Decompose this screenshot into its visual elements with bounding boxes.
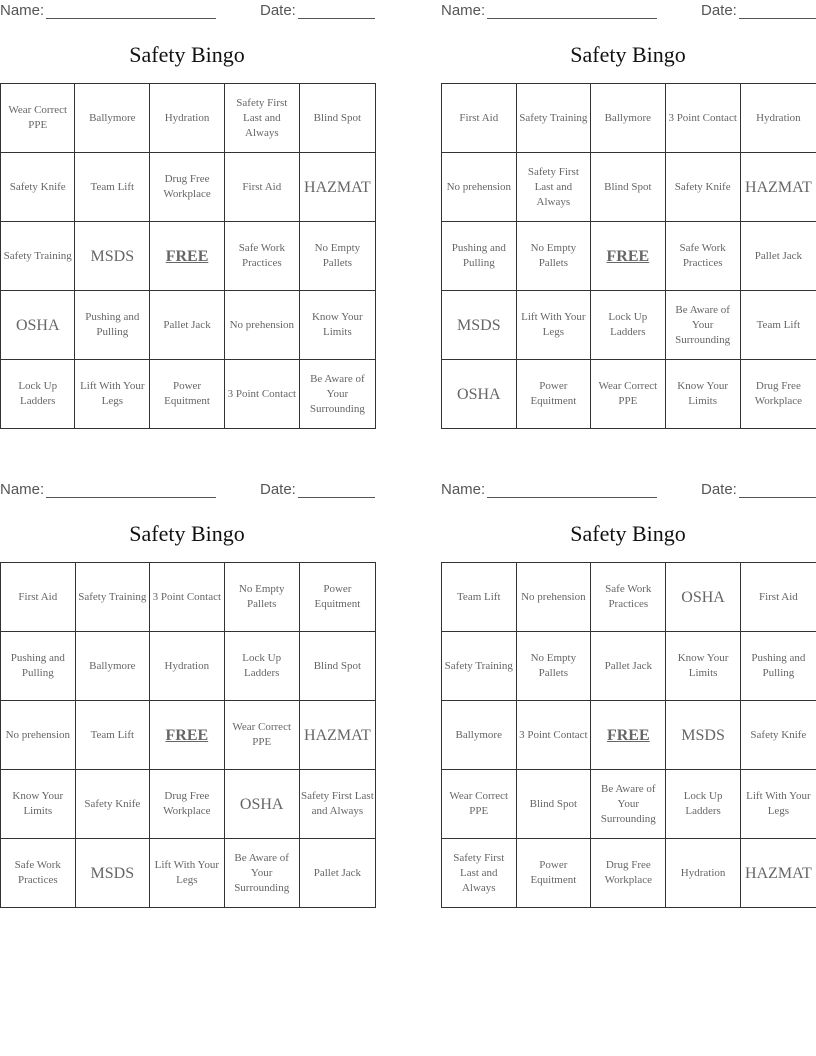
bingo-row — [442, 360, 816, 429]
free-space[interactable]: FREE — [591, 222, 665, 291]
bingo-cell[interactable]: Drug Free Workplace — [591, 839, 666, 908]
bingo-cell[interactable]: No Empty Pallets — [516, 222, 590, 291]
bingo-cell[interactable]: HAZMAT — [740, 153, 816, 222]
bingo-cell[interactable]: HAZMAT — [740, 839, 816, 908]
bingo-cell[interactable]: Team Lift — [75, 153, 150, 222]
card-header — [0, 0, 376, 22]
date-line[interactable] — [739, 18, 816, 19]
bingo-cell[interactable]: Pushing and Pulling — [1, 632, 76, 701]
bingo-cell[interactable]: Safe Work Practices — [1, 839, 76, 908]
name-line[interactable] — [46, 18, 216, 19]
bingo-cell[interactable]: No prehension — [516, 563, 591, 632]
bingo-cell[interactable]: Safety Knife — [1, 153, 75, 222]
bingo-cell[interactable]: Lift With Your Legs — [740, 770, 816, 839]
bingo-cell[interactable]: Safety Training — [442, 632, 517, 701]
bingo-cell[interactable]: No Empty Pallets — [516, 632, 591, 701]
bingo-cell[interactable]: Team Lift — [75, 701, 149, 770]
bingo-cell[interactable]: Lift With Your Legs — [516, 291, 590, 360]
bingo-cell[interactable]: Safety First Last and Always — [299, 770, 375, 839]
card-title: Safety Bingo — [129, 521, 245, 546]
card-header — [441, 479, 816, 501]
bingo-cell[interactable]: Team Lift — [740, 291, 816, 360]
bingo-cell[interactable]: Lock Up Ladders — [1, 360, 75, 429]
bingo-cell[interactable]: OSHA — [442, 360, 517, 429]
date-label: Date: — [260, 2, 296, 19]
bingo-cell[interactable]: Lock Up Ladders — [591, 291, 665, 360]
bingo-cell[interactable]: Lock Up Ladders — [666, 770, 740, 839]
bingo-cell[interactable]: Safety Training — [75, 563, 149, 632]
name-label: Name: — [0, 2, 45, 19]
bingo-row — [1, 770, 376, 839]
bingo-cell[interactable]: Know Your Limits — [299, 291, 375, 360]
bingo-grid — [0, 83, 376, 429]
name-label: Name: — [0, 481, 45, 498]
bingo-row — [442, 839, 816, 908]
card-header — [441, 0, 816, 22]
free-space[interactable]: FREE — [150, 222, 225, 291]
bingo-cell[interactable]: 3 Point Contact — [665, 84, 740, 153]
bingo-row — [1, 839, 376, 908]
bingo-cell[interactable]: Hydration — [666, 839, 740, 908]
bingo-cell[interactable]: No prehension — [442, 153, 517, 222]
bingo-cell[interactable]: No Empty Pallets — [299, 222, 375, 291]
bingo-cell[interactable]: MSDS — [442, 291, 517, 360]
bingo-cell[interactable]: Hydration — [740, 84, 816, 153]
bingo-row — [1, 291, 376, 360]
bingo-cell[interactable]: First Aid — [224, 153, 299, 222]
bingo-cell[interactable]: Pushing and Pulling — [442, 222, 517, 291]
bingo-cell[interactable]: No Empty Pallets — [224, 563, 299, 632]
name-label: Name: — [441, 2, 486, 19]
bingo-cell[interactable]: Pallet Jack — [740, 222, 816, 291]
bingo-cell[interactable]: Safety First Last and Always — [442, 839, 517, 908]
bingo-cell[interactable]: OSHA — [666, 563, 740, 632]
bingo-cell[interactable]: MSDS — [666, 701, 740, 770]
bingo-cell[interactable]: HAZMAT — [299, 153, 375, 222]
bingo-cell[interactable]: No prehension — [1, 701, 76, 770]
date-line[interactable] — [298, 497, 375, 498]
card-title: Safety Bingo — [570, 521, 686, 546]
bingo-cell[interactable]: Wear Correct PPE — [442, 770, 517, 839]
bingo-cell[interactable]: 3 Point Contact — [224, 360, 299, 429]
bingo-row — [1, 360, 376, 429]
free-space[interactable]: FREE — [591, 701, 666, 770]
bingo-cell[interactable]: Drug Free Workplace — [150, 770, 225, 839]
bingo-cell[interactable]: Lock Up Ladders — [224, 632, 299, 701]
bingo-cell[interactable]: No prehension — [224, 291, 299, 360]
bingo-cell[interactable]: Pallet Jack — [591, 632, 666, 701]
bingo-cell[interactable]: MSDS — [75, 222, 150, 291]
bingo-cell[interactable]: Be Aware of Your Surrounding — [299, 360, 375, 429]
bingo-cell[interactable]: Be Aware of Your Surrounding — [665, 291, 740, 360]
free-space[interactable]: FREE — [150, 701, 225, 770]
bingo-grid — [441, 562, 816, 908]
bingo-cell[interactable]: Power Equitment — [516, 360, 590, 429]
bingo-cell[interactable]: Safety Knife — [740, 701, 816, 770]
bingo-row — [442, 701, 816, 770]
date-label: Date: — [701, 2, 737, 19]
bingo-cell[interactable]: Safety Knife — [75, 770, 149, 839]
bingo-cell[interactable]: 3 Point Contact — [150, 563, 225, 632]
card-header — [0, 479, 376, 501]
date-line[interactable] — [298, 18, 375, 19]
bingo-row — [442, 291, 816, 360]
bingo-cell[interactable]: Safety First Last and Always — [224, 84, 299, 153]
name-line[interactable] — [46, 497, 216, 498]
bingo-cell[interactable]: Hydration — [150, 84, 225, 153]
bingo-cell[interactable]: Safety Training — [1, 222, 75, 291]
date-line[interactable] — [739, 497, 816, 498]
bingo-cell[interactable]: OSHA — [1, 291, 75, 360]
bingo-cell[interactable]: Blind Spot — [516, 770, 591, 839]
bingo-row — [442, 84, 816, 153]
bingo-cell[interactable]: Drug Free Workplace — [740, 360, 816, 429]
bingo-cell[interactable]: First Aid — [740, 563, 816, 632]
bingo-cell[interactable]: Safety Training — [516, 84, 590, 153]
bingo-cell[interactable]: Pushing and Pulling — [75, 291, 150, 360]
bingo-cell[interactable]: Pallet Jack — [150, 291, 225, 360]
bingo-grid — [441, 83, 816, 429]
bingo-cell[interactable]: Know Your Limits — [1, 770, 76, 839]
bingo-cell[interactable]: Power Equitment — [516, 839, 591, 908]
bingo-cell[interactable]: Hydration — [150, 632, 225, 701]
bingo-cell[interactable]: Safety Knife — [665, 153, 740, 222]
name-label: Name: — [441, 481, 486, 498]
name-line[interactable] — [487, 18, 657, 19]
bingo-cell[interactable]: Pushing and Pulling — [740, 632, 816, 701]
bingo-row — [1, 632, 376, 701]
bingo-cell[interactable]: First Aid — [442, 84, 517, 153]
bingo-cell[interactable]: Know Your Limits — [666, 632, 740, 701]
date-label: Date: — [260, 481, 296, 498]
bingo-cell[interactable]: Ballymore — [442, 701, 517, 770]
bingo-cell[interactable]: Wear Correct PPE — [1, 84, 75, 153]
bingo-row — [442, 222, 816, 291]
bingo-cell[interactable]: MSDS — [75, 839, 149, 908]
bingo-cell[interactable]: First Aid — [1, 563, 76, 632]
bingo-cell[interactable]: Ballymore — [75, 84, 150, 153]
bingo-grid — [0, 562, 376, 908]
bingo-cell[interactable]: Safe Work Practices — [665, 222, 740, 291]
bingo-cell[interactable]: Safe Work Practices — [591, 563, 666, 632]
bingo-cell[interactable]: Pallet Jack — [299, 839, 375, 908]
bingo-cell[interactable]: Lift With Your Legs — [150, 839, 225, 908]
bingo-cell[interactable]: Blind Spot — [299, 632, 375, 701]
name-line[interactable] — [487, 497, 657, 498]
bingo-cell[interactable]: Drug Free Workplace — [150, 153, 225, 222]
bingo-cell[interactable]: HAZMAT — [299, 701, 375, 770]
date-label: Date: — [701, 481, 737, 498]
bingo-cell[interactable]: Be Aware of Your Surrounding — [224, 839, 299, 908]
bingo-cell[interactable]: Be Aware of Your Surrounding — [591, 770, 666, 839]
bingo-cell[interactable]: Power Equitment — [150, 360, 225, 429]
bingo-cell[interactable]: Know Your Limits — [665, 360, 740, 429]
bingo-row — [1, 563, 376, 632]
card-title: Safety Bingo — [570, 42, 686, 67]
bingo-cell[interactable]: Safety First Last and Always — [516, 153, 590, 222]
bingo-cell[interactable]: Power Equitment — [299, 563, 375, 632]
bingo-cell[interactable]: Ballymore — [591, 84, 665, 153]
bingo-cell[interactable]: Lift With Your Legs — [75, 360, 150, 429]
bingo-row — [442, 770, 816, 839]
card-title: Safety Bingo — [129, 42, 245, 67]
bingo-row — [442, 563, 816, 632]
bingo-cell[interactable]: Safe Work Practices — [224, 222, 299, 291]
bingo-cell[interactable]: 3 Point Contact — [516, 701, 591, 770]
bingo-row — [1, 222, 376, 291]
bingo-cell[interactable]: Blind Spot — [591, 153, 665, 222]
bingo-cell[interactable]: OSHA — [224, 770, 299, 839]
bingo-cell[interactable]: Team Lift — [442, 563, 517, 632]
bingo-cell[interactable]: Blind Spot — [299, 84, 375, 153]
bingo-row — [1, 84, 376, 153]
bingo-cell[interactable]: Ballymore — [75, 632, 149, 701]
bingo-row — [1, 701, 376, 770]
bingo-row — [442, 632, 816, 701]
bingo-row — [1, 153, 376, 222]
bingo-row — [442, 153, 816, 222]
bingo-cell[interactable]: Wear Correct PPE — [591, 360, 665, 429]
bingo-cell[interactable]: Wear Correct PPE — [224, 701, 299, 770]
